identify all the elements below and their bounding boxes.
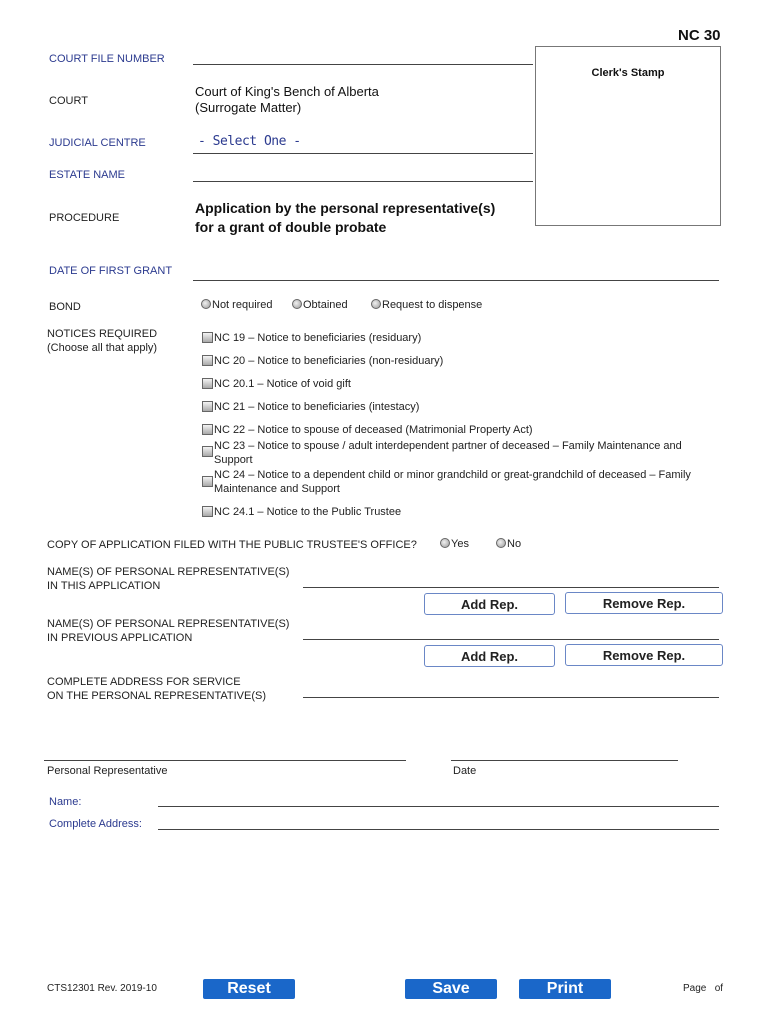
clerks-stamp-box [535, 46, 721, 226]
court-label: COURT [49, 95, 88, 107]
radio-icon [496, 538, 506, 548]
public-trustee-yes-label: Yes [451, 538, 469, 550]
reps-prev-app-label: NAME(S) OF PERSONAL REPRESENTATIVE(S) [47, 618, 290, 630]
address-service-field[interactable] [303, 697, 719, 698]
judicial-centre-select[interactable]: - Select One - [198, 134, 301, 149]
notices-required-label: NOTICES REQUIRED [47, 328, 158, 340]
page-number: Page of [683, 983, 724, 994]
procedure-text-line2: for a grant of double probate [195, 219, 387, 235]
public-trustee-no-label: No [507, 538, 522, 550]
notice-nc20-checkbox[interactable] [202, 355, 213, 366]
notice-nc20-1-checkbox[interactable] [202, 378, 213, 389]
court-value-line2: (Surrogate Matter) [195, 100, 302, 115]
bond-option-request-dispense[interactable] [371, 299, 482, 311]
estate-name-label: ESTATE NAME [49, 169, 125, 181]
judicial-centre-label: JUDICIAL CENTRE [49, 137, 146, 149]
name-field[interactable] [158, 806, 719, 807]
procedure-text-line1: Application by the personal representative(s) [195, 200, 496, 216]
court-file-number-label: COURT FILE NUMBER [49, 53, 165, 65]
date-line[interactable] [451, 760, 678, 761]
save-button[interactable]: Save [405, 979, 497, 999]
procedure-label: PROCEDURE [49, 212, 120, 224]
judicial-centre-underline [193, 153, 533, 154]
notice-nc23-label-cont: Support [214, 454, 253, 466]
bond-option-label: Not required [212, 299, 273, 311]
notice-nc22-label: NC 22 – Notice to spouse of deceased (Matrimonial Property Act) [214, 424, 533, 436]
form-revision-code: CTS12301 Rev. 2019-10 [47, 983, 157, 994]
remove-rep-prev-button[interactable]: Remove Rep. [565, 644, 723, 666]
radio-icon [292, 299, 302, 309]
bond-option-label: Request to dispense [382, 299, 483, 311]
remove-rep-button[interactable]: Remove Rep. [565, 592, 723, 614]
notice-nc24-checkbox[interactable] [202, 476, 213, 487]
complete-address-field[interactable] [158, 829, 719, 830]
notice-nc19-checkbox[interactable] [202, 332, 213, 343]
clerks-stamp-label: Clerk's Stamp [591, 67, 665, 79]
bond-label: BOND [49, 301, 81, 313]
notice-nc23-label: NC 23 – Notice to spouse / adult interdependent partner of deceased – Family Maintenance and [214, 440, 682, 452]
date-first-grant-field[interactable] [193, 280, 719, 281]
radio-icon [371, 299, 381, 309]
court-value-line1: Court of King's Bench of Alberta [195, 84, 379, 99]
notice-nc22-checkbox[interactable] [202, 424, 213, 435]
estate-name-field[interactable] [193, 181, 533, 182]
bond-option-label: Obtained [303, 299, 348, 311]
notice-nc19-label: NC 19 – Notice to beneficiaries (residuary) [214, 332, 422, 344]
add-rep-prev-button[interactable]: Add Rep. [424, 645, 555, 667]
date-label: Date [453, 765, 477, 777]
notice-nc21-label: NC 21 – Notice to beneficiaries (intestacy) [214, 401, 420, 413]
reps-prev-app-label-2: IN PREVIOUS APPLICATION [47, 632, 193, 644]
radio-icon [201, 299, 211, 309]
reps-this-app-field[interactable] [303, 587, 719, 588]
personal-representative-label: Personal Representative [47, 765, 168, 777]
public-trustee-no[interactable] [496, 538, 521, 550]
notices-required-hint: (Choose all that apply) [47, 342, 158, 354]
add-rep-button[interactable]: Add Rep. [424, 593, 555, 615]
signature-line[interactable] [44, 760, 406, 761]
court-file-number-field[interactable] [193, 64, 533, 65]
notice-nc20-label: NC 20 – Notice to beneficiaries (non-residuary) [214, 355, 444, 367]
notice-nc20-1-label: NC 20.1 – Notice of void gift [214, 378, 351, 390]
name-label: Name: [49, 796, 82, 808]
reset-button[interactable]: Reset [203, 979, 295, 999]
reps-this-app-label: NAME(S) OF PERSONAL REPRESENTATIVE(S) [47, 566, 290, 578]
notice-nc24-1-label: NC 24.1 – Notice to the Public Trustee [214, 506, 402, 518]
date-first-grant-label: DATE OF FIRST GRANT [49, 265, 173, 277]
radio-icon [440, 538, 450, 548]
reps-prev-app-field[interactable] [303, 639, 719, 640]
complete-address-label: Complete Address: [49, 818, 142, 830]
public-trustee-question: COPY OF APPLICATION FILED WITH THE PUBLIC TRUSTEE'S OFFICE? [47, 539, 417, 551]
notice-nc24-1-checkbox[interactable] [202, 506, 213, 517]
bond-option-obtained[interactable] [292, 299, 348, 311]
notice-nc24-label-cont: Maintenance and Support [214, 483, 340, 495]
public-trustee-yes[interactable] [440, 538, 469, 550]
notice-nc21-checkbox[interactable] [202, 401, 213, 412]
reps-this-app-label-2: IN THIS APPLICATION [47, 580, 161, 592]
address-service-label-2: ON THE PERSONAL REPRESENTATIVE(S) [47, 690, 267, 702]
form-code: NC 30 [678, 27, 721, 44]
print-button[interactable]: Print [519, 979, 611, 999]
bond-option-not-required[interactable] [201, 299, 273, 311]
notice-nc23-checkbox[interactable] [202, 446, 213, 457]
notice-nc24-label: NC 24 – Notice to a dependent child or minor grandchild or great-grandchild of deceased – Family [214, 469, 691, 481]
address-service-label: COMPLETE ADDRESS FOR SERVICE [47, 676, 241, 688]
